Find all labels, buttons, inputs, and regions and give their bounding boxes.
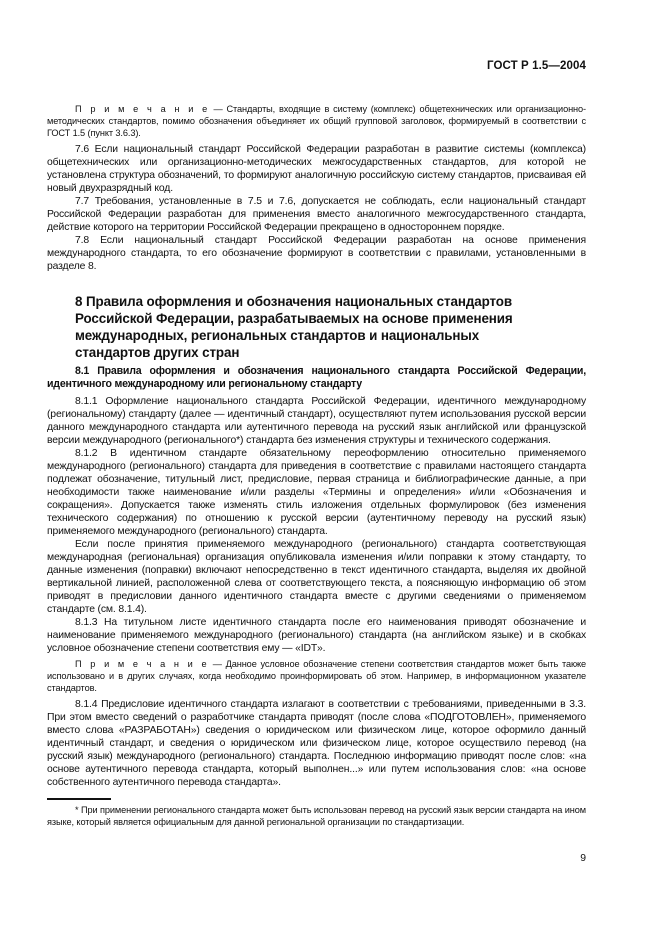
footnote-text: * При применении регионального стандарта может быть использован перевод на русский язык версии стандарта на ином языке, который является официальным для данной региональной организации по стандартизации. [47,805,586,827]
paragraph-7-7: 7.7 Требования, установленные в 7.5 и 7.6, допускается не соблюдать, если национальный стандарт Российской Федерации разработан для применения вместо аналогичного межгосударственного стандарта, действие которого на территории Российской Федерации прекращено в одностороннем порядке. [47,196,586,233]
document-header: ГОСТ Р 1.5—2004 [487,60,586,72]
note-label: П р и м е ч а н и е [75,104,210,114]
paragraph-8-1-3: 8.1.3 На титульном листе идентичного стандарта после его наименования приводят обозначение и наименование применяемого международного (регионального) стандарта (на английском языке) и в скобках условное обозначение степени соответствия ему — «IDT». [47,617,586,654]
paragraph-8-1-2-continued: Если после принятия применяемого международного (регионального) стандарта соответствующая международная (региональная) организация опубликовала изменения и/или поправки к этому стандарту, то данные изменения (поправки) включают непосредственно в текст идентичного стандарта, выделяя их двойной вертикальной линией, расположенной слева от соответствующего текста, а поясняющую информацию об этом приводят в предисловии данного идентичного стандарта вместе с другими сведениями о применяемом стандарте (см. 8.1.4). [47,539,586,615]
paragraph-7-6: 7.6 Если национальный стандарт Российской Федерации разработан в развитие системы (комплекса) общетехнических или организационно-методических межгосударственных стандартов, для которой не установлена структура обозначений, то формируют аналогичную российскую систему стандартов, присваивая ей новый двухразрядный код. [47,144,586,194]
note-label: П р и м е ч а н и е [75,659,209,669]
section-8-body [47,365,586,789]
note-8-1-3 [47,658,586,694]
paragraph-8-1-1: 8.1.1 Оформление национального стандарта Российской Федерации, идентичного международному (региональному) стандарту (далее — идентичный стандарт), осуществляют путем использования русской версии данного международного стандарта или аутентичного перевода на русский язык английской или французской версии международного (регионального*) стандарта без изменения структуры и технического содержания. [47,396,586,446]
note-text: — Данное условное обозначение степени соответствия стандартов может быть также использовано и в других случаях, когда необходимо проинформировать об этом. Например, в информационном указателе стандартов. [47,659,587,693]
section-7-continuation [47,103,586,273]
paragraph-7-8: 7.8 Если национальный стандарт Российской Федерации разработан на основе применения международного стандарта, то его обозначение формируют в соответствии с правилами, установленными в разделе 8. [47,235,586,272]
note-text: — Стандарты, входящие в систему (комплекс) общетехнических или организационно-методических стандартов, помимо обозначения объединяет их общий групповой заголовок, формируемый в соответствии с ГОСТ 1.5 (пункт 3.6.3). [47,104,587,138]
page-number: 9 [580,853,586,864]
paragraph-8-1-4: 8.1.4 Предисловие идентичного стандарта излагают в соответствии с требованиями, приведенными в 3.3. При этом вместо сведений о разработчике стандарта приводят (после слова «ПОДГОТОВЛЕН», применяемого вместо слова «РАЗРАБОТАН») сведения о юридическом или физическом лице, которое оформило данный идентичный стандарт, и сведения о юридическом или физическом лице, которое осуществило перевод (на русский язык) международного (регионального) стандарта. Последнюю информацию приводят после слов: «на основе аутентичного перевода стандарта, который выполнен...» или путем использования слов: «на основе собственного аутентичного перевода стандарта». [47,699,586,788]
footnote-separator [47,798,111,800]
note-7-5 [47,103,586,139]
subsection-8-1-heading: 8.1 Правила оформления и обозначения национального стандарта Российской Федерации, идентичного международному или региональному стандарту [47,365,586,390]
section-8-heading: 8 Правила оформления и обозначения национальных стандартов Российской Федерации, разрабатываемых на основе применения международных, региональных стандартов и национальных стандартов других стран [75,294,513,360]
footnote [47,804,586,828]
paragraph-8-1-2: 8.1.2 В идентичном стандарте обязательному переоформлению относительно применяемого международного (регионального) стандарта для приведения в соответствие с правилами настоящего стандарта подлежат обозначение, титульный лист, предисловие, первая страница и библиографические данные, а при необходимости также наименование и/или разделы «Термины и определения» и/или «Обозначения и сокращения». Допускается также изменять стиль изложения отдельных формулировок (без изменения технического содержания) по отношению к русской версии (аутентичному переводу на русский язык) применяемого международного (регионального) стандарта. [47,448,586,537]
